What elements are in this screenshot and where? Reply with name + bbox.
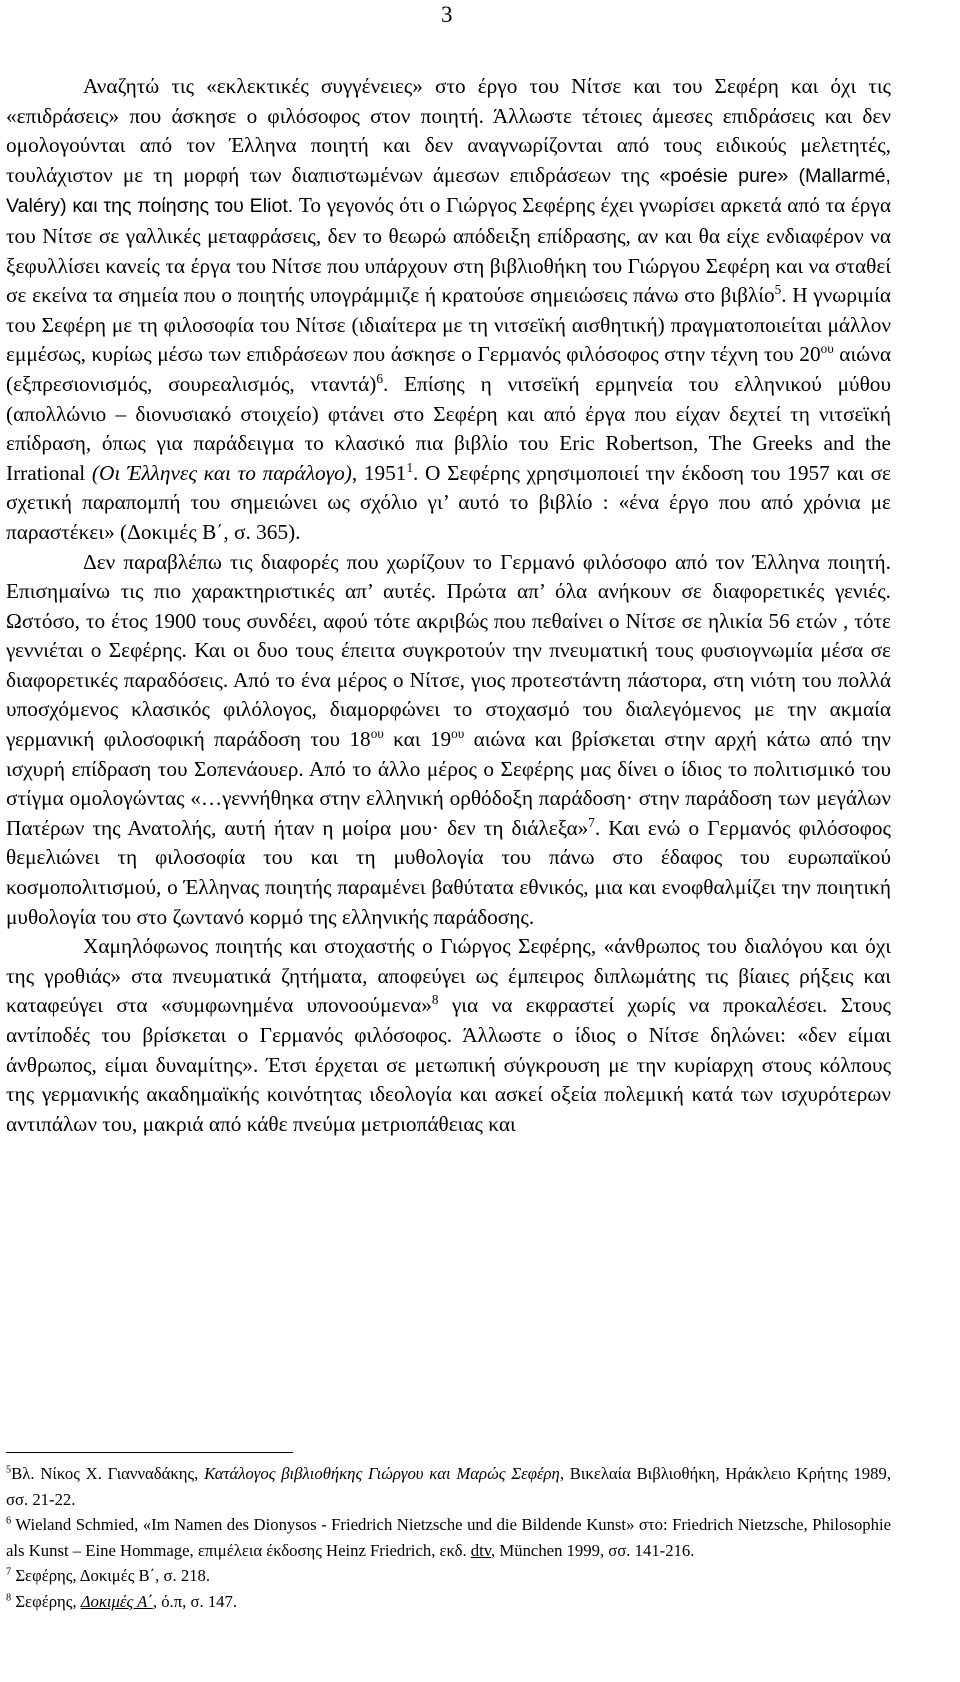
superscript-ou: ου — [820, 341, 834, 357]
p3-text-1: Χαμηλόφωνος ποιητής και στοχαστής ο Γιώργος Σεφέρης, «άνθρωπος του διαλόγου και όχι της γροθιάς» στα πνευματικά ζητήματα, αποφεύγει ως έμπειρος διπλωμάτης τις βίαιες ρήξεις και καταφεύγει στα «συμφωνημένα υπονοούμενα» — [6, 934, 891, 1018]
footnote-italic-title: Κατάλογος βιβλιοθήκης Γιώργου και Μαρώς Σεφέρη — [204, 1464, 560, 1483]
paragraph-2 — [6, 548, 891, 933]
footnote-ref-1[interactable]: 1 — [406, 459, 414, 475]
p1-italic-title: (Οι Έλληνες και το παράλογο) — [91, 460, 352, 485]
footnote-separator — [6, 1452, 293, 1453]
footnote-text: , Βικελαία Βιβλιοθήκη, Ηράκλειο Κρήτης 1989, σσ. 21-22. — [6, 1464, 891, 1509]
p1-sans-text: «poésie pure» (Mallarmé, Valéry) και της ποίησης του Eliot. — [6, 164, 891, 218]
paragraph-1 — [6, 72, 891, 548]
p1-text-4: αιώνα (εξπρεσιονισμός, σουρεαλισμός, νταντά) — [6, 342, 891, 396]
p2-text-2: και 19 — [383, 727, 452, 752]
footnotes — [6, 1461, 891, 1615]
footnote-number: 7 — [6, 1566, 12, 1578]
footnote-ref-6[interactable]: 6 — [376, 370, 383, 386]
p3-text-2: για να εκφραστεί χωρίς να προκαλέσει. Στους αντίποδές του βρίσκεται ο Γερμανός φιλόσοφος. Άλλωστε ο ίδιος ο Νίτσε δηλώνει: «δεν είμαι άνθρωπος, είμαι δυναμίτης». Έτσι έρχεται σε μετωπική σύγκρουση με την κυρίαρχη στους κόλπους της γερμανικής ακαδημαϊκής κοινότητας ιδεολογία και ασκεί οξεία πολεμική κατά των ισχυρότερων αντιπάλων του, μακριά από κάθε πνεύμα μετριοπάθειας και — [6, 993, 891, 1136]
p1-text-3: . Η γνωριμία του Σεφέρη με τη φιλοσοφία του Νίτσε (ιδιαίτερα με τη νιτσεϊκή αισθητική) πραγματοποιείται μάλλον εμμέσως, κυρίως μέσω των επιδράσεων που άσκησε ο Γερμανός φιλόσοφος στην τέχνη του 20 — [6, 283, 891, 367]
footnote-5 — [6, 1461, 891, 1512]
footnote-text: , ό.π, σ. 147. — [152, 1591, 238, 1611]
p2-text-1: Δεν παραβλέπω τις διαφορές που χωρίζουν το Γερμανό φιλόσοφο από τον Έλληνα ποιητή. Επισημαίνω τις πιο χαρακτηριστικές απ’ αυτές. Πρώτα απ’ όλα ανήκουν σε διαφορετικές γενιές. Ωστόσο, το έτος 1900 τους συνδέει, αφού τότε ακριβώς που πεθαίνει ο Νίτσε σε ηλικία 56 ετών , τότε γεννιέται ο Σεφέρης. Και οι δυο τους έπειτα συγκροτούν την πνευματική τους φυσιογνωμία μέσα σε διαφορετικές παραδόσεις. Από το ένα μέρος ο Νίτσε, γιος προτεστάντη πάστορα, στη νιότη του πολλά υποσχόμενος κλασικός φιλόλογος, διαμορφώνει το στοχασμό του διαλεγόμενος με την ακμαία γερμανική φιλοσοφική παράδοση του 18 — [6, 549, 891, 752]
footnote-6 — [6, 1512, 891, 1563]
footnote-7 — [6, 1563, 891, 1589]
superscript-ou: ου — [370, 725, 384, 741]
p1-text-5: . Επίσης η νιτσεϊκή ερμηνεία του ελληνικού μύθου (απολλώνιο – διονυσιακό στοιχείο) φτάνει στο Σεφέρη και από έργα που είχαν δεχτεί τη νιτσεϊκή επίδραση, όπως για παράδειγμα το κλασικό πια βιβλίο του Eric Robertson, The Greeks and the Irrational — [6, 371, 891, 485]
p1-text-6: , 1951 — [351, 460, 407, 485]
publisher-link[interactable]: dtv — [470, 1540, 492, 1560]
paragraph-3 — [6, 932, 891, 1139]
footnote-ref-5[interactable]: 5 — [774, 282, 782, 298]
page-number: 3 — [441, 2, 453, 27]
footnote-ref-7[interactable]: 7 — [588, 814, 595, 830]
footnote-number: 8 — [6, 1592, 12, 1604]
footnote-text: Σεφέρης, — [11, 1591, 81, 1611]
superscript-ou: ου — [451, 725, 465, 741]
body-text — [6, 72, 891, 1139]
footnote-text: Σεφέρης, Δοκιμές Β΄, σ. 218. — [11, 1566, 211, 1586]
footnote-text: Βλ. Νίκος Χ. Γιανναδάκης, — [11, 1464, 205, 1483]
p1-text-7: . Ο Σεφέρης χρησιμοποιεί την έκδοση του 1957 και σε σχετική παραπομπή του σημειώνει ως σχόλιο γι’ αυτό το βιβλίο : «ένα έργο που από χρόνια με παραστέκει» (Δοκιμές Β΄, σ. 365). — [6, 460, 891, 544]
footnote-text: , München 1999, σσ. 141-216. — [491, 1540, 695, 1560]
footnote-text: Wieland Schmied, «Im Namen des Dionysos - Friedrich Nietzsche und die Bildende Kunst» στο: Friedrich Nietzsche, Philosophie als Kunst – Eine Hommage, επιμέλεια έκδοσης Heinz Friedrich, εκδ. — [6, 1515, 891, 1560]
p2-text-3: αιώνα και βρίσκεται στην αρχή κάτω από την ισχυρή επίδραση του Σοπενάουερ. Από το άλλο μέρος ο Σεφέρης μας δίνει ο ίδιος το πολιτισμικό του στίγμα ομολογώντας «…γεννήθηκα στην ελληνική ορθόδοξη παράδοση· στην παράδοση των μεγάλων Πατέρων της Ανατολής, αυτή ήταν η μοίρα μου· δεν τη διάλεξα» — [6, 727, 891, 840]
footnote-number: 6 — [6, 1515, 12, 1527]
footnote-number: 5 — [6, 1464, 12, 1476]
footnote-ref-8[interactable]: 8 — [431, 992, 439, 1008]
p2-text-4: . Και ενώ ο Γερμανός φιλόσοφος θεμελιώνει τη φιλοσοφία του και τη μυθολογία του πάνω στο έδαφος του ευρωπαϊκού κοσμοπολιτισμού, ο Έλληνας ποιητής παραμένει βαθύτατα εθνικός, μια και ενοφθαλμίζει την ποιητική μυθολογία του στο ζωντανό κορμό της ελληνικής παράδοσης. — [6, 815, 891, 929]
footnote-8 — [6, 1589, 891, 1615]
footnote-italic-title: Δοκιμές Α΄ — [80, 1591, 153, 1611]
p1-text-1: Αναζητώ τις «εκλεκτικές συγγένειες» στο έργο του Νίτσε και του Σεφέρη και όχι τις «επιδράσεις» που άσκησε ο φιλόσοφος στον ποιητή. Άλλωστε τέτοιες άμεσες επιδράσεις και δεν ομολογούνται από τον Έλληνα ποιητή και δεν αναγνωρίζονται από τους ειδικούς μελετητές, τουλάχιστον με τη μορφή των διαπιστωμένων άμεσων επιδράσεων της — [6, 74, 891, 187]
p1-text-2: Το γεγονός ότι ο Γιώργος Σεφέρης έχει γνωρίσει αρκετά από τα έργα του Νίτσε σε γαλλικές μεταφράσεις, δεν το θεωρώ απόδειξη επίδρασης, αν και θα είχε ενδιαφέρον να ξεφυλλίσει κανείς τα έργα του Νίτσε που υπάρχουν στη βιβλιοθήκη του Γιώργου Σεφέρη και να σταθεί σε εκείνα τα σημεία που ο ποιητής υπογράμμιζε ή κρατούσε σημειώσεις πάνω στο βιβλίο — [6, 193, 891, 308]
